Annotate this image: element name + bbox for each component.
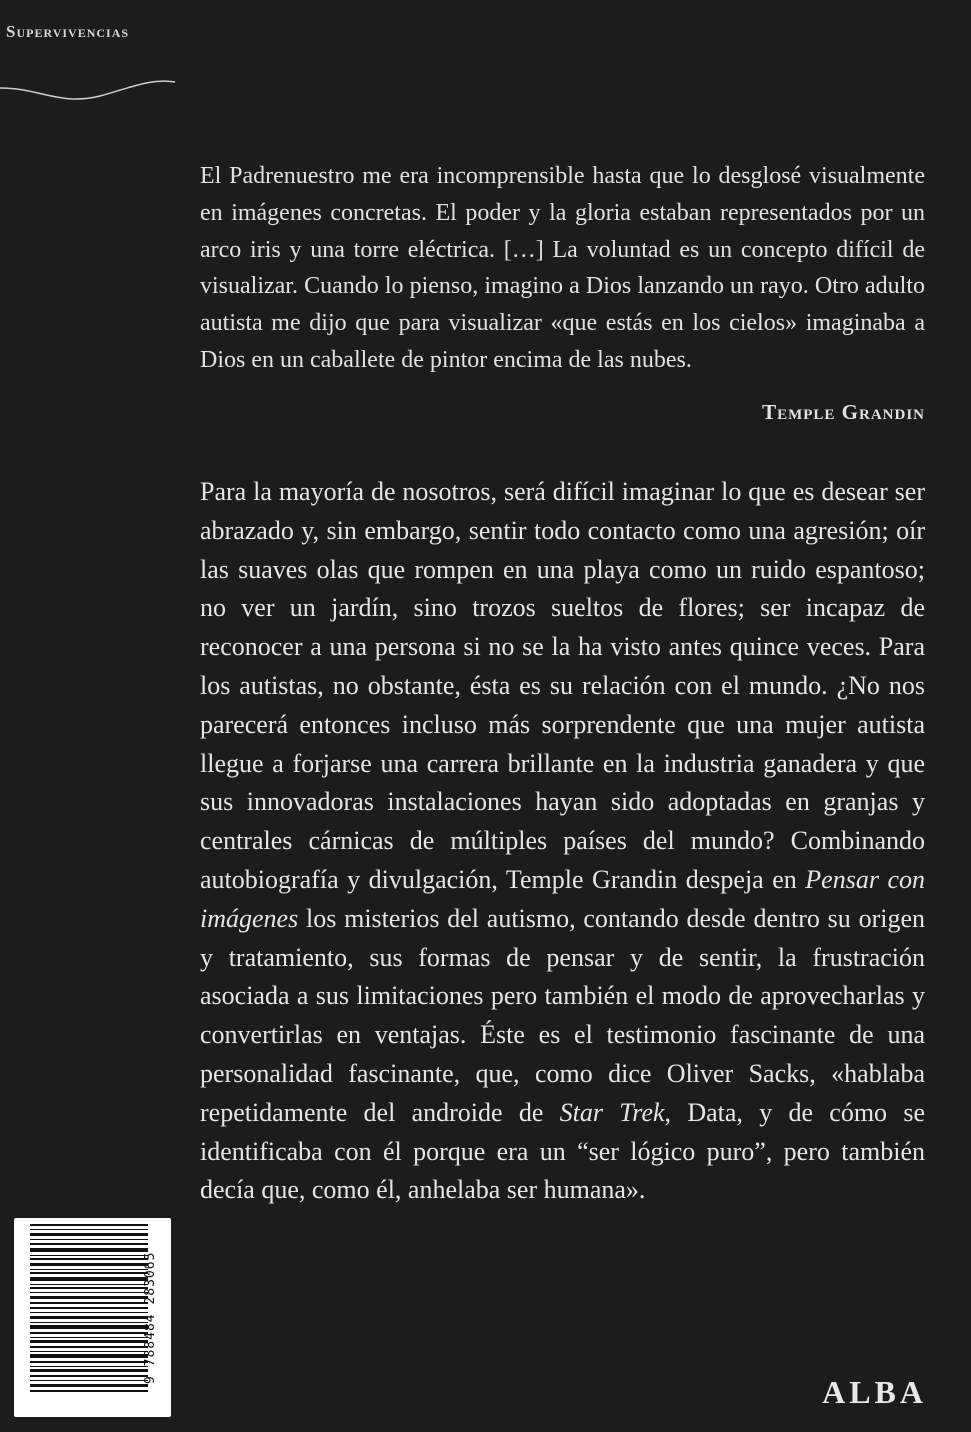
barcode-bars [30, 1224, 148, 1394]
series-label: Supervivencias [6, 22, 130, 41]
back-cover-blurb [200, 473, 925, 1210]
book-title-italic: Pensar con imágenes [200, 864, 925, 933]
publisher-logo: ALBA [822, 1374, 927, 1410]
blurb-text-3: , Data, y de cómo se identificaba con él porque era un “ser lógico puro”, pero también decía que, como él, anhelaba ser humana». [200, 1097, 925, 1205]
epigraph-quote: El Padrenuestro me era incomprensible hasta que lo desglosé visualmente en imágenes concretas. El poder y la gloria estaban representados por un arco iris y una torre eléctrica. […] La voluntad es un concepto difícil de visualizar. Cuando lo pienso, imagino a Dios lanzando un rayo. Otro adulto autista me dijo que para visualizar «que estás en los cielos» imaginaba a Dios en un caballete de pintor encima de las nubes. [200, 163, 925, 373]
blurb-text-1: Para la mayoría de nosotros, será difícil imaginar lo que es desear ser abrazado y, sin embargo, sentir todo contacto como una agresión; oír las suaves olas que rompen en una playa como un ruido espantoso; no ver un jardín, sino trozos sueltos de flores; ser incapaz de reconocer a una persona si no se la ha visto antes quince veces. Para los autistas, no obstante, ésta es su relación con el mundo. ¿No nos parecerá entonces incluso más sorprendente que una mujer autista llegue a forjarse una carrera brillante en la industria ganadera y que sus innovadoras instalaciones hayan sido adoptadas en granjas y centrales cárnicas de múltiples países del mundo? Combinando autobiografía y divulgación, Temple Grandin despeja en [200, 477, 925, 894]
series-decorative-curve [0, 48, 200, 108]
star-trek-italic: Star Trek [559, 1097, 665, 1127]
isbn-barcode [14, 1218, 171, 1417]
isbn-number: 9 788484 283065 [143, 1251, 158, 1384]
blurb-text-2: los misterios del autismo, contando desde dentro su origen y tratamiento, sus formas de pensar y de sentir, la frustración asociada a sus limitaciones pero también el modo de aprovecharlas y convertirlas en ventajas. Éste es el testimonio fascinante de una personalidad fascinante, que, como dice Oliver Sacks, «hablaba repetidamente del androide de [200, 903, 925, 1127]
epigraph-author: Temple Grandin [762, 400, 925, 424]
